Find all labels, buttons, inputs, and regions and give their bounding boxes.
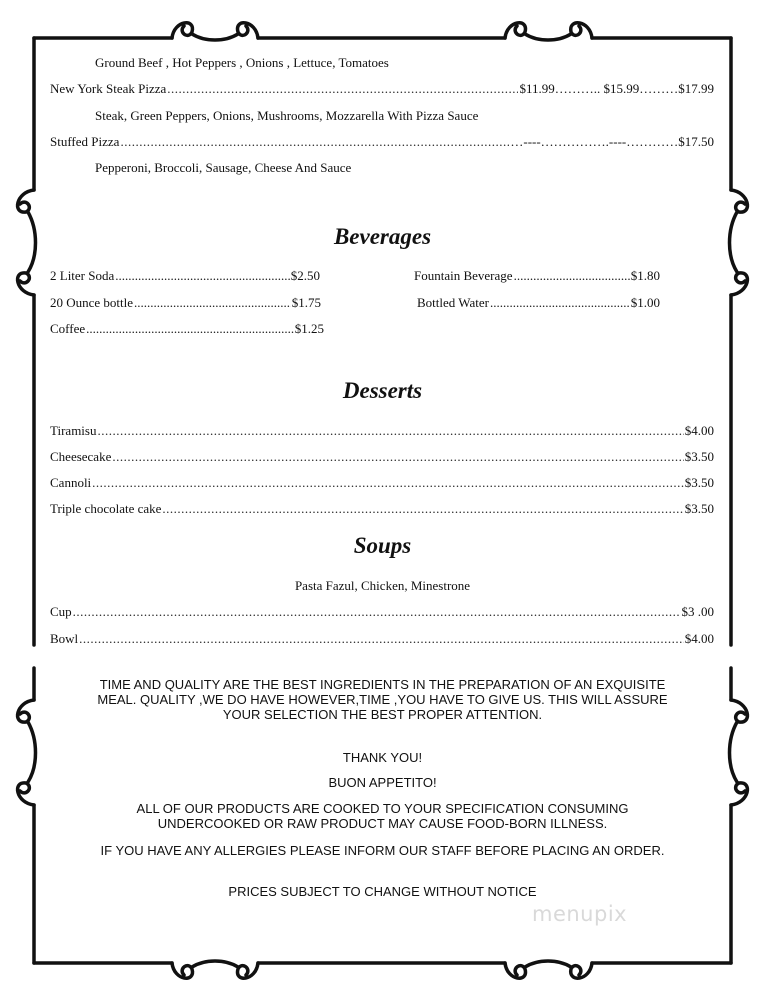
- item-price: $3.50: [684, 449, 714, 464]
- leader-dots: [79, 631, 684, 647]
- item-price: $11.99……….. $15.99………$17.99: [519, 81, 714, 96]
- section-heading-desserts: Desserts: [342, 378, 423, 403]
- leader-dots: [73, 604, 681, 620]
- leader-dots: [112, 449, 683, 465]
- buon-appetito-text: BUON APPETITO!: [328, 775, 437, 790]
- menu-item: [50, 475, 714, 491]
- soups-description: Pasta Fazul, Chicken, Minestrone: [294, 578, 471, 593]
- leader-dots: [92, 475, 684, 491]
- quality-notice: TIME AND QUALITY ARE THE BEST INGREDIENTS IN THE PREPARATION OF AN EXQUISITE MEAL. QUALITY ,WE DO HAVE HOWEVER,TIME ,YOU HAVE TO GIVE US. THIS WILL ASSURE YOUR SELECTION THE BEST PROPER ATTENTION.: [97, 677, 668, 722]
- item-name: Cup: [50, 604, 72, 619]
- item-name: Triple chocolate cake: [50, 501, 162, 516]
- item-name: Stuffed Pizza: [50, 134, 120, 149]
- menu-item: [50, 449, 714, 465]
- price-change-notice: PRICES SUBJECT TO CHANGE WITHOUT NOTICE: [228, 884, 537, 899]
- item-price: $4.00: [684, 631, 714, 646]
- item-name: Cheesecake: [50, 449, 112, 464]
- menu-item: [50, 134, 714, 150]
- item-price: $4.00: [684, 423, 714, 438]
- section-heading-beverages: Beverages: [333, 224, 432, 249]
- item-price: $3 .00: [681, 604, 714, 619]
- item-name: Fountain Beverage: [414, 268, 513, 283]
- menu-item: [417, 295, 660, 311]
- pizza-description: Steak, Green Peppers, Onions, Mushrooms, Mozzarella With Pizza Sauce: [95, 108, 479, 123]
- menu-item: [50, 81, 714, 97]
- item-name: Coffee: [50, 321, 86, 336]
- menu-item: [414, 268, 660, 284]
- section-heading-soups: Soups: [353, 533, 412, 558]
- item-price: $1.00: [630, 295, 660, 310]
- item-price: $2.50: [290, 268, 320, 283]
- item-price: $3.50: [684, 475, 714, 490]
- menu-item: [50, 268, 320, 284]
- leader-dots: [120, 134, 509, 150]
- item-name: Bowl: [50, 631, 79, 646]
- leader-dots: [134, 295, 291, 311]
- leader-dots: [167, 81, 518, 97]
- leader-dots: [490, 295, 630, 311]
- menu-item: [50, 631, 714, 647]
- item-price: …----…………….----…………$17.50: [510, 134, 714, 149]
- item-name: New York Steak Pizza: [50, 81, 167, 96]
- food-safety-notice: ALL OF OUR PRODUCTS ARE COOKED TO YOUR SPECIFICATION CONSUMING UNDERCOOKED OR RAW PRODUCT MAY CAUSE FOOD-BORN ILLNESS.: [136, 801, 629, 831]
- menu-item: [50, 295, 321, 311]
- leader-dots: [97, 423, 683, 439]
- leader-dots: [86, 321, 294, 337]
- allergy-notice: IF YOU HAVE ANY ALLERGIES PLEASE INFORM OUR STAFF BEFORE PLACING AN ORDER.: [100, 843, 665, 858]
- watermark: menupix: [532, 902, 628, 926]
- leader-dots: [162, 501, 683, 517]
- menu-item: [50, 321, 324, 337]
- thank-you-text: THANK YOU!: [342, 750, 423, 765]
- item-price: $1.25: [294, 321, 324, 336]
- item-price: $1.80: [630, 268, 660, 283]
- item-name: Bottled Water: [417, 295, 490, 310]
- item-name: Cannoli: [50, 475, 92, 490]
- leader-dots: [514, 268, 630, 284]
- item-name: Tiramisu: [50, 423, 97, 438]
- item-name: 2 Liter Soda: [50, 268, 115, 283]
- menu-item: [50, 501, 714, 517]
- leader-dots: [115, 268, 289, 284]
- menu-item: [50, 604, 714, 620]
- item-name: 20 Ounce bottle: [50, 295, 134, 310]
- pizza-description: Ground Beef , Hot Peppers , Onions , Lettuce, Tomatoes: [95, 55, 389, 70]
- menu-item: [50, 423, 714, 439]
- item-price: $3.50: [684, 501, 714, 516]
- item-price: $1.75: [291, 295, 321, 310]
- pizza-description: Pepperoni, Broccoli, Sausage, Cheese And Sauce: [95, 160, 352, 175]
